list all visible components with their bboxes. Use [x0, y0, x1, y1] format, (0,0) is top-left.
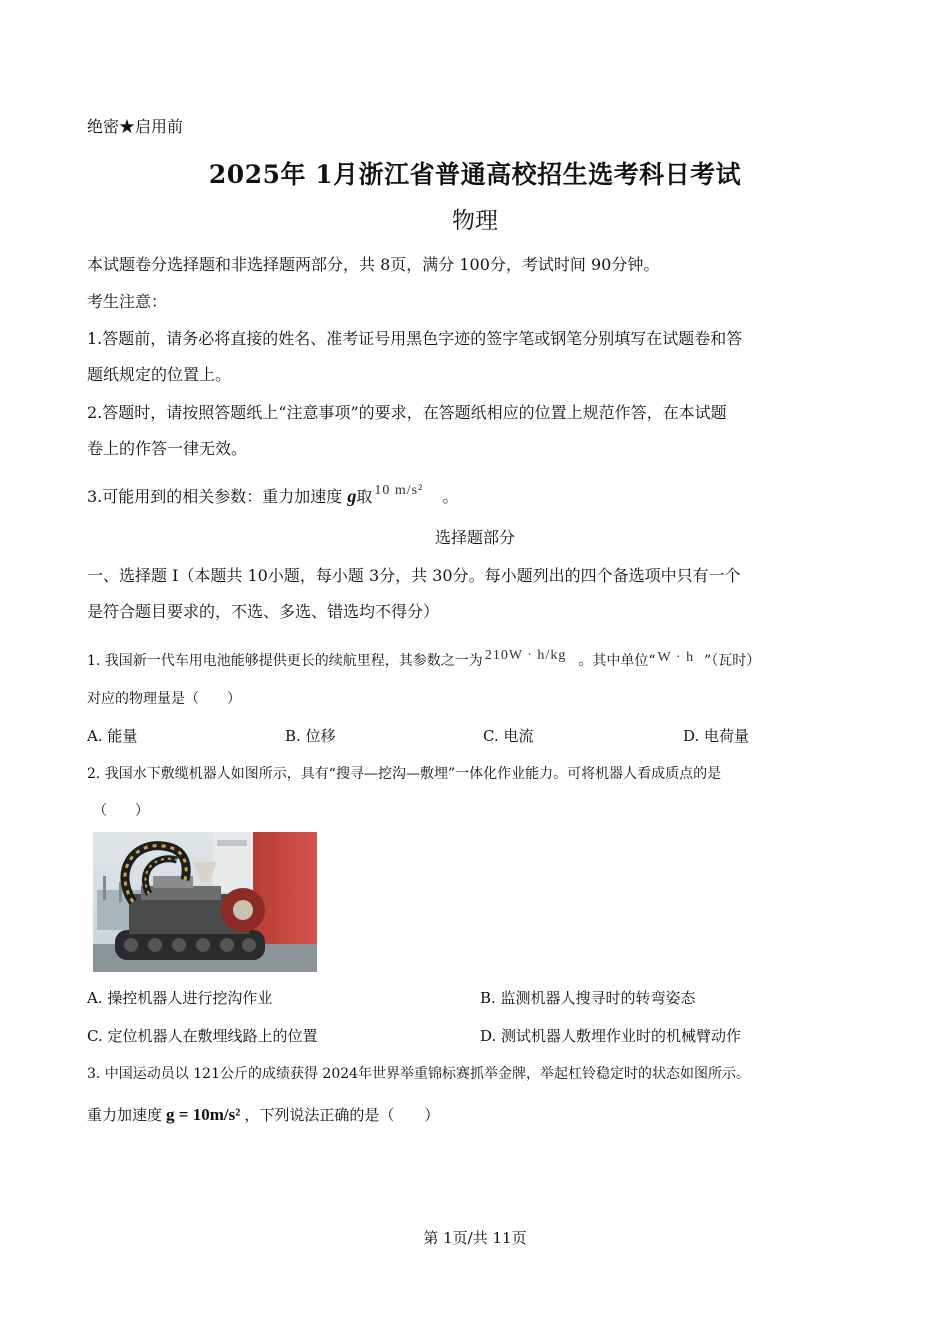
q3-formula: g = 10m/s² [166, 1105, 241, 1124]
q2-option-a[interactable]: A. 操控机器人进行挖沟作业 [87, 989, 273, 1007]
underwater-robot-image [93, 832, 317, 972]
q1-param: 210W · h/kg [484, 648, 567, 663]
notice-heading: 考生注意： [87, 292, 168, 311]
subject-title: 物理 [452, 208, 498, 234]
notice-1-line-1: 1.答题前，请务必将直接的姓名、准考证号用黑色字迹的签字笔或钢笔分别填写在试题卷和答 [87, 329, 743, 348]
gravity-value: 10 m/s² [374, 483, 424, 498]
q2-line-1: 2. 我国水下敷缆机器人如图所示，具有“搜寻—挖沟—敷埋”一体化作业能力。可将机器人看成质点的是 [87, 766, 722, 782]
q2-option-c[interactable]: C. 定位机器人在敷埋线路上的位置 [87, 1027, 318, 1045]
q1-option-d[interactable]: D. 电荷量 [683, 727, 750, 745]
part1-line-2: 是符合题目要求的，不选、多选、错选均不得分） [87, 602, 440, 621]
section-title: 选择题部分 [434, 528, 515, 547]
gravity-symbol: g [347, 486, 357, 506]
q2-option-d[interactable]: D. 测试机器人敷埋作业时的机械臂动作 [480, 1027, 742, 1045]
q2-line-2: （ ） [93, 803, 149, 819]
exam-title: 2025年 1月浙江省普通高校招生选考科日考试 [208, 160, 742, 189]
notice-3-end: 。 [442, 487, 459, 506]
intro-text: 本试题卷分选择题和非选择题两部分，共 8页，满分 100分，考试时间 90分钟。 [87, 255, 660, 274]
q1-text-b: 。其中单位“ [578, 653, 656, 669]
notice-2-line-2: 卷上的作答一律无效。 [87, 439, 248, 458]
q1-text-a: 1. 我国新一代车用电池能够提供更长的续航里程，其参数之一为 [87, 653, 483, 669]
part1-line-1: 一、选择题 I（本题共 10小题，每小题 3分，共 30分。每小题列出的四个备选项中只有一个 [87, 566, 741, 585]
q1-option-c[interactable]: C. 电流 [483, 727, 534, 745]
q1-line-2: 对应的物理量是（ ） [87, 691, 241, 707]
q1-option-a[interactable]: A. 能量 [87, 727, 138, 745]
q3-line-1: 3. 中国运动员以 121公斤的成绩获得 2024年世界举重锦标赛抓举金牌，举起杠铃稳定时的状态如图所示。 [87, 1066, 751, 1082]
notice-3 [87, 484, 458, 507]
q2-option-b[interactable]: B. 监测机器人搜寻时的转弯姿态 [480, 989, 696, 1007]
q1-option-b[interactable]: B. 位移 [285, 727, 336, 745]
q3-text-b: ，下列说法正确的是（ ） [244, 1106, 440, 1124]
secret-tag: 绝密★启用前 [87, 117, 184, 136]
q1-unit: W · h [657, 650, 695, 665]
q1-line-1 [87, 650, 760, 670]
notice-3-qu: 取 [356, 487, 373, 506]
notice-2-line-1: 2.答题时，请按照答题纸上“注意事项”的要求，在答题纸相应的位置上规范作答，在本试题 [87, 403, 727, 422]
notice-1-line-2: 题纸规定的位置上。 [87, 365, 232, 384]
robot-photo [93, 832, 317, 972]
q3-line-2 [87, 1104, 439, 1125]
q3-text-a: 重力加速度 [87, 1106, 163, 1124]
notice-3-prefix: 3.可能用到的相关参数：重力加速度 [87, 487, 343, 506]
q1-text-c: ”（瓦时） [704, 653, 761, 669]
page-footer: 第 1页/共 11页 [423, 1229, 527, 1247]
